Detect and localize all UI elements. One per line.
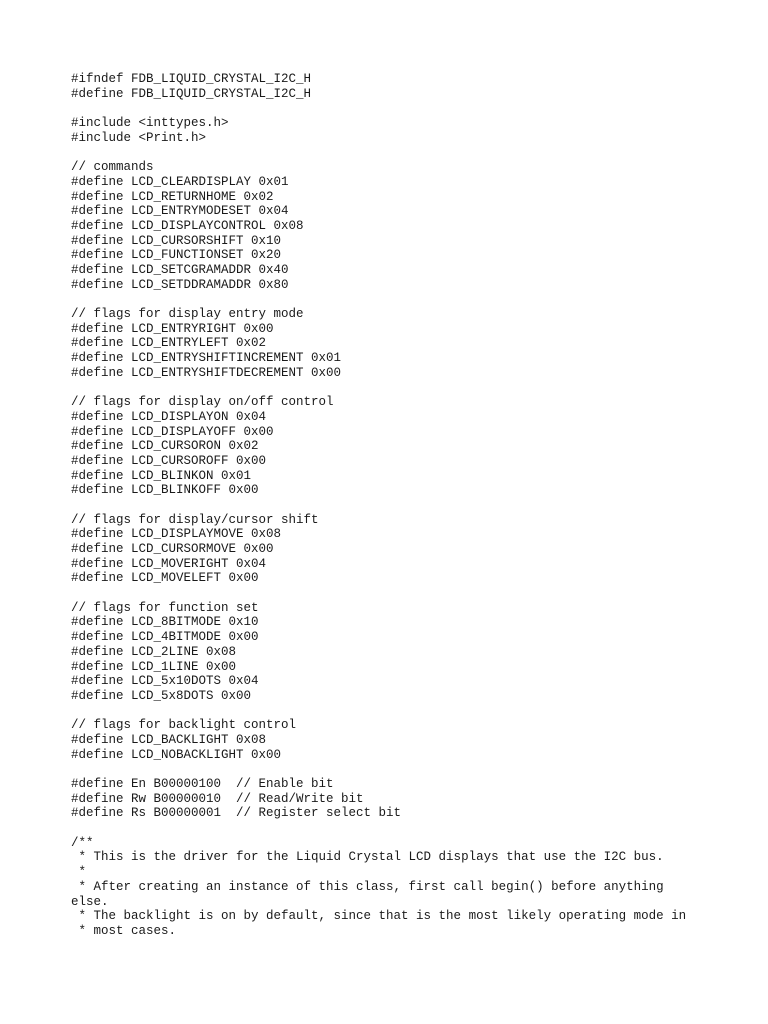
code-line: #define LCD_CURSORMOVE 0x00 [71,542,274,556]
code-line: #include <Print.h> [71,130,207,145]
code-line: #define LCD_DISPLAYMOVE 0x08 [71,527,282,542]
code-line: #define LCD_MOVELEFT 0x00 [71,571,259,586]
code-line: #define LCD_DISPLAYCONTROL 0x08 [71,218,304,233]
code-line: #define LCD_BLINKOFF 0x00 [71,483,259,498]
code-line: #define Rw B00000010 // Read/Write bit [71,791,364,806]
code-line: #include <inttypes.h> [71,116,229,131]
code-line: // flags for function set [71,600,259,615]
blank-line [71,292,731,307]
blank-line [71,101,731,116]
code-block [71,307,731,380]
code-line: #define LCD_DISPLAYOFF 0x00 [71,424,274,439]
code-line: // flags for display on/off control [71,395,334,410]
blank-line [71,762,731,777]
blank-line [71,145,731,160]
code-line: // flags for backlight control [71,718,297,733]
code-line: #define LCD_RETURNHOME 0x02 [71,189,274,204]
code-block [71,513,731,586]
code-line: #define LCD_CURSOROFF 0x00 [71,453,267,468]
code-line: #define En B00000100 // Enable bit [71,777,334,791]
code-line: * [71,865,87,880]
code-block [71,777,731,821]
code-line: #define LCD_5x10DOTS 0x04 [71,674,259,689]
blank-line [71,704,731,719]
code-line: #define LCD_NOBACKLIGHT 0x00 [71,747,282,762]
code-block [71,718,731,762]
code-line: #define LCD_ENTRYMODESET 0x04 [71,204,289,219]
code-block [71,836,731,939]
code-line: #ifndef FDB_LIQUID_CRYSTAL_I2C_H [71,72,312,86]
code-block [71,116,731,145]
code-line: #define LCD_BLINKON 0x01 [71,468,252,483]
code-line: #define LCD_5x8DOTS 0x00 [71,688,252,703]
code-line: #define LCD_4BITMODE 0x00 [71,630,259,645]
code-block [71,395,731,498]
code-line: // commands [71,160,154,175]
code-line: * The backlight is on by default, since that is the most likely operating mode in [71,909,687,924]
code-line: #define LCD_SETDDRAMADDR 0x80 [71,277,289,292]
code-line: #define FDB_LIQUID_CRYSTAL_I2C_H [71,86,312,101]
code-block [71,160,731,292]
blank-line [71,586,731,601]
code-line: // flags for display entry mode [71,307,304,321]
code-line: #define LCD_CURSORON 0x02 [71,439,259,454]
code-line: #define LCD_CLEARDISPLAY 0x01 [71,174,289,189]
code-line: * This is the driver for the Liquid Crystal LCD displays that use the I2C bus. [71,850,664,865]
code-line: #define LCD_8BITMODE 0x10 [71,615,259,630]
code-line: #define LCD_ENTRYSHIFTINCREMENT 0x01 [71,351,342,366]
blank-line [71,821,731,836]
code-listing [71,72,731,939]
code-line: /** [71,835,94,850]
code-line: #define LCD_ENTRYSHIFTDECREMENT 0x00 [71,365,342,380]
blank-line [71,498,731,513]
code-line: * After creating an instance of this class, first call begin() before anything [71,879,664,894]
code-line: #define LCD_BACKLIGHT 0x08 [71,732,267,747]
code-block [71,601,731,704]
blank-line [71,380,731,395]
code-line: #define LCD_1LINE 0x00 [71,659,237,674]
code-line: #define LCD_DISPLAYON 0x04 [71,409,267,424]
code-line: #define LCD_ENTRYLEFT 0x02 [71,336,267,351]
code-line: else. [71,894,109,909]
code-line: #define LCD_2LINE 0x08 [71,644,237,659]
code-line: #define LCD_ENTRYRIGHT 0x00 [71,321,274,336]
code-line: // flags for display/cursor shift [71,512,319,527]
code-line: #define LCD_SETCGRAMADDR 0x40 [71,262,289,277]
code-block [71,72,731,101]
code-line: * most cases. [71,923,177,938]
code-line: #define LCD_MOVERIGHT 0x04 [71,556,267,571]
code-line: #define Rs B00000001 // Register select bit [71,806,402,821]
code-line: #define LCD_FUNCTIONSET 0x20 [71,248,282,263]
code-line: #define LCD_CURSORSHIFT 0x10 [71,233,282,248]
